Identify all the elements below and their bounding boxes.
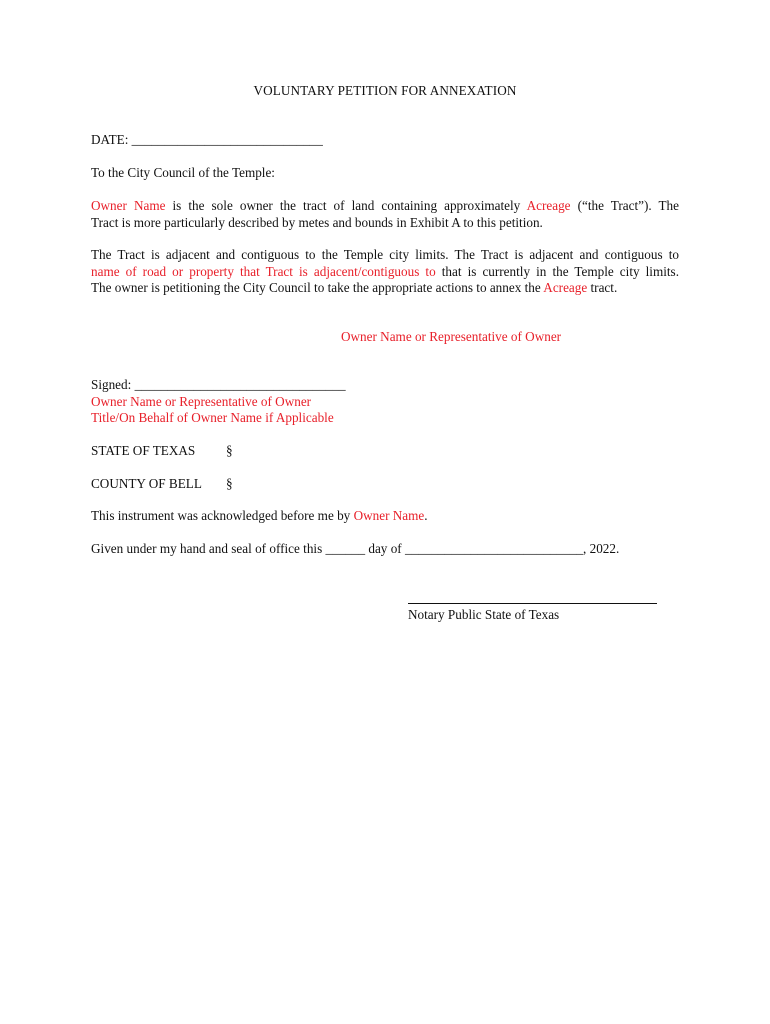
tract-definition-text: (“the Tract”). The xyxy=(570,198,680,213)
adjacency-text-line1: The Tract is adjacent and contiguous to the Temple city limits. The Tract is adjacent and contiguous to xyxy=(91,247,679,262)
acreage-placeholder-2: Acreage xyxy=(543,280,588,296)
notary-signature-rule xyxy=(408,603,657,604)
given-under-hand-line: Given under my hand and seal of office this ______ day of ___________________________, 2022. xyxy=(91,541,620,556)
tract-text: tract. xyxy=(587,280,618,296)
acknowledgment-period: . xyxy=(424,508,428,523)
adjacency-paragraph xyxy=(91,247,679,297)
owner-name-placeholder: Owner Name xyxy=(91,198,166,213)
petition-text: The owner is petitioning the City Council to take the appropriate actions to annex the xyxy=(91,280,544,296)
ownership-text: is the sole owner the tract of land containing approximately xyxy=(165,198,527,213)
document-title: VOLUNTARY PETITION FOR ANNEXATION xyxy=(253,83,517,98)
exhibit-reference-text: Tract is more particularly described by metes and bounds in Exhibit A to this petition. xyxy=(91,214,543,230)
signer-title-placeholder: Title/On Behalf of Owner Name if Applicable xyxy=(91,410,334,425)
signer-name-placeholder: Owner Name or Representative of Owner xyxy=(91,394,312,409)
acreage-placeholder: Acreage xyxy=(526,198,571,213)
state-label: STATE OF TEXAS xyxy=(91,443,196,458)
signed-line: Signed: ________________________________ xyxy=(91,377,346,392)
notary-public-label: Notary Public State of Texas xyxy=(408,607,560,622)
signature-owner-placeholder: Owner Name or Representative of Owner xyxy=(341,329,562,344)
state-section-symbol: § xyxy=(226,443,233,458)
date-line: DATE: _____________________________ xyxy=(91,132,323,147)
salutation: To the City Council of the Temple: xyxy=(91,165,275,180)
county-label: COUNTY OF BELL xyxy=(91,476,202,491)
adjacency-text-line2: that is currently in the Temple city limits. xyxy=(435,263,679,279)
acknowledgment-owner-placeholder: Owner Name xyxy=(353,508,425,523)
county-section-symbol: § xyxy=(226,476,233,491)
acknowledgment-text: This instrument was acknowledged before me by xyxy=(91,508,354,523)
ownership-paragraph xyxy=(91,198,679,231)
adjacent-road-placeholder: name of road or property that Tract is adjacent/contiguous to xyxy=(91,263,436,279)
acknowledgment-line xyxy=(91,508,428,524)
